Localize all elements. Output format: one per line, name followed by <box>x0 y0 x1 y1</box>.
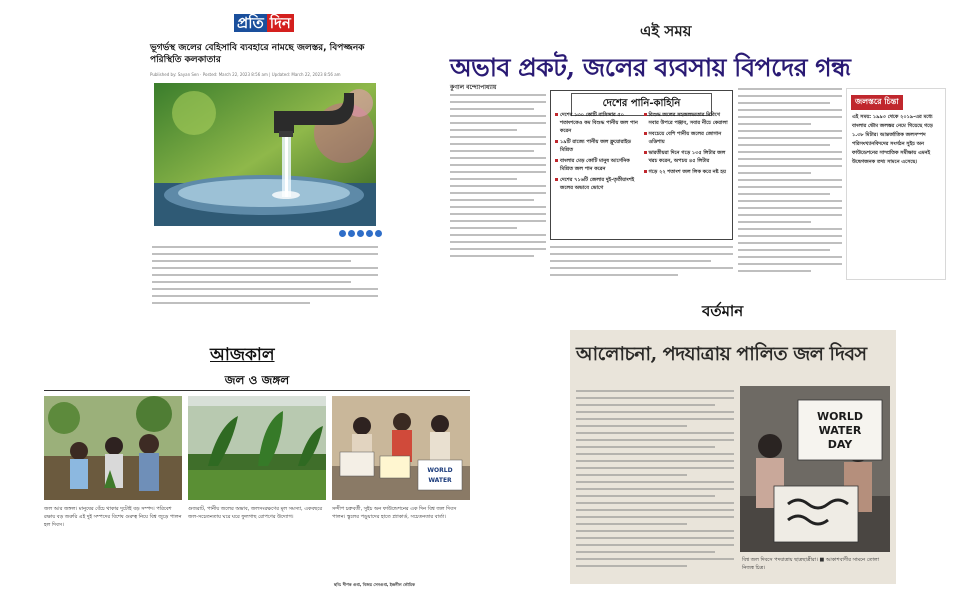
eisamay-logo: এই সময় <box>640 22 692 40</box>
eisamay-headline: অভাব প্রকট, জলের ব্যবসায় বিপদের গন্ধ <box>450 53 851 82</box>
photo-caption-1: জল আর জঙ্গল। মানুষের বেঁচে থাকার দুটোই বড় সম্পদ। পরিবেশ রক্ষায় বড় জরুরি এই দুই সম্পদের বিশেষ গুরুত্ব নিয়ে বিশ্ব জুড়ে পালন হল দিবস। <box>44 506 182 528</box>
eisamay-lower-text <box>550 246 733 282</box>
pratidin-headline: ভূগর্ভস্থ জলের বেহিসাবি ব্যবহারে নামছে জলস্তর, বিপজ্জনক পরিস্থিতি কলকাতার <box>150 43 365 65</box>
fact-item: দেশের ১৩০ কোটি বাসিন্দার ৫০ শতাংশকেও কম বিশুদ্ধ পানীয় জল পান করেন <box>555 111 640 135</box>
fact-item: দেশের ৭১৬টি জেলার দুই-তৃতীয়াংশই জলের অভাবে ভোগে <box>555 176 640 192</box>
aajkaal-logo: আজকাল <box>210 345 275 365</box>
water-facts-right <box>644 111 729 195</box>
photo-caption-3: সন্দীপ চক্রবর্তী, সুইচ অন ফাউন্ডেশনের এক দিন বিশ্ব জল দিবস পালন। স্কুলের পড়ুয়াদের হাতে প্ল্যাকার্ড, সচেতনতার বার্তা। <box>332 506 457 520</box>
aajkaal-clipping <box>40 342 474 592</box>
eisamay-byline: কুণাল বন্দ্যোপাধ্যায় <box>450 84 497 91</box>
photo-credit: ছবি: দীপক গুপ্ত, বিজয় সেনগুপ্ত, ইন্দ্রনীল ভৌমিক <box>334 582 415 587</box>
email-share-icon[interactable] <box>375 230 382 237</box>
bartaman-logo: বর্তমান <box>702 302 744 320</box>
groundwater-sidebar-title: জলস্তরে চিন্তা <box>851 95 903 110</box>
facebook-share-icon[interactable] <box>339 230 346 237</box>
world-water-day-photo <box>740 386 890 552</box>
pratidin-clipping <box>146 8 384 320</box>
aajkaal-section-title: জল ও জঙ্গল <box>224 373 290 387</box>
water-facts-box <box>550 90 733 240</box>
section-divider <box>44 390 470 391</box>
water-tap-photo <box>154 83 376 226</box>
twitter-share-icon[interactable] <box>348 230 355 237</box>
groundwater-sidebar <box>846 88 946 280</box>
pratidin-body-text <box>152 246 378 318</box>
pratidin-article-meta: Published by: Sayan Sen · Posted: March 22, 2023 8:56 am | Updated: March 22, 2023 8:56 am <box>150 72 341 77</box>
groundwater-sidebar-text: এই সময়: ১৯৯৩ থেকে ২০১৯-এর মধ্যে বাংলার ভৌম জলস্তর নেমে গিয়েছে গড়ে ১.৩৮ মিটার। আন্তর্জাতিক জলসম্পদ পরিসংখ্যানবিদদের সংগঠন সুইচ অন ফাউন্ডেশনের সাম্প্রতিক সমীক্ষায় এমনই উদ্বেগজনক তথ্য সামনে এসেছে। <box>852 114 933 165</box>
eisamay-column-1 <box>450 94 546 280</box>
pratidin-logo: প্রতি দিন <box>234 12 294 37</box>
svg-text:WATER: WATER <box>818 424 862 437</box>
children-planting-photo <box>44 396 182 500</box>
fact-item: ১৯টি রাজ্যে পানীয় জল ফ্লুয়োরাইড মিশ্রিত <box>555 138 640 154</box>
fact-item: সবচেয়ে বেশি পানীয় জলের জোগান ওডিশায় <box>644 130 729 146</box>
share-buttons <box>339 230 382 237</box>
svg-text:WORLD: WORLD <box>816 410 864 423</box>
water-facts-title: দেশের পানি-কাহিনি <box>571 93 712 116</box>
fact-item: বাংলার মেড় কোটি মানুষ আর্সেনিক মিশ্রিত জল পান করেন <box>555 157 640 173</box>
fact-item: ভারতীয়রা দিনে গড়ে ১৩৫ লিটার জল খরচ করেন, অপচয় ৪৫ লিটার <box>644 149 729 165</box>
bartaman-photo-caption: বিশ্ব জল দিবসে পদযাত্রায় ছাত্রছাত্রীরা। ■ আকাশবাণীর সামনে তোলা নিজস্ব চিত্র। <box>742 557 880 571</box>
photo-caption-2: গুজরাট, পানীয় জলের অভাব, জলসংরক্ষণের মূল সমস্যা, একবছরে জল-সচেতনতায় ঘরে ঘরে ফুলগাছ রোপণের উদ্যোগ। <box>188 506 323 520</box>
bartaman-body-text <box>576 390 734 576</box>
svg-text:WORLD: WORLD <box>427 467 453 474</box>
fact-item: গড়ে ২২ শতাংশ জল লিক করে নষ্ট হয় <box>644 168 729 176</box>
svg-text:WATER: WATER <box>428 477 452 484</box>
whatsapp-share-icon[interactable] <box>357 230 364 237</box>
telegram-share-icon[interactable] <box>366 230 373 237</box>
svg-text:DAY: DAY <box>827 438 853 451</box>
bartaman-clipping <box>570 300 896 584</box>
greenhouse-plants-photo <box>188 396 326 500</box>
fact-item: বিশুদ্ধ জলের সহজলভ্যতার নিরিখে সবার উপরে পঞ্জাব, সবার নীচে কেরালা <box>644 111 729 127</box>
students-placards-photo <box>332 396 470 500</box>
eisamay-clipping <box>446 20 951 284</box>
water-facts-left <box>555 111 640 195</box>
eisamay-column-2 <box>738 88 842 280</box>
bartaman-headline: আলোচনা, পদযাত্রায় পালিত জল দিবস <box>576 343 867 365</box>
